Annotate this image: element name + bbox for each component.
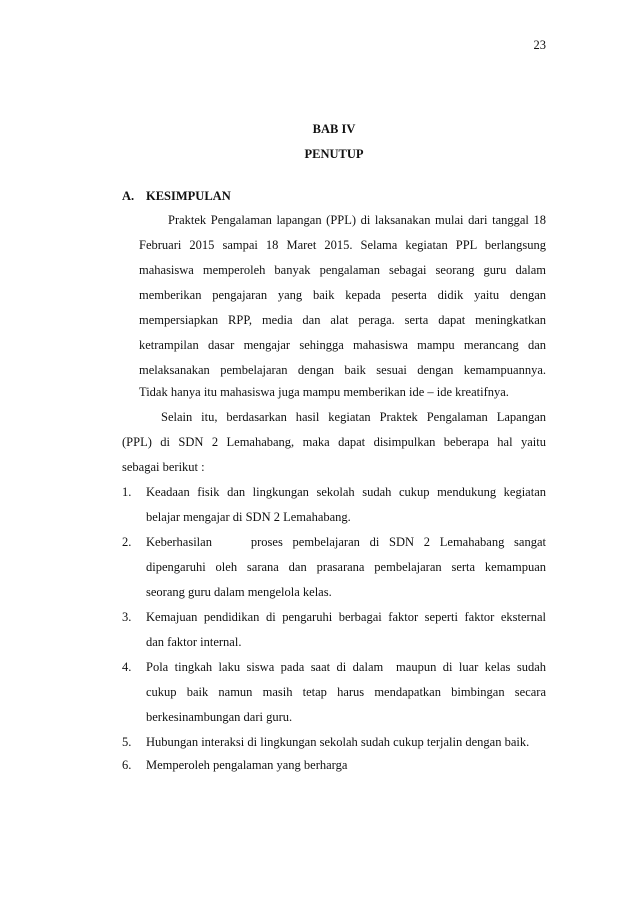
list-number: 2. bbox=[122, 535, 132, 549]
paragraph-line: mempersiapkan RPP, media dan alat peraga. serta dapat meningkatkan bbox=[139, 313, 546, 327]
section-heading bbox=[122, 189, 231, 204]
list-item-line: Memperoleh pengalaman yang berharga bbox=[146, 758, 348, 772]
paragraph-line: Praktek Pengalaman lapangan (PPL) di laksanakan mulai dari tanggal 18 bbox=[168, 213, 546, 227]
list-item-line: Pola tingkah laku siswa pada saat di dalam maupun di luar kelas sudah bbox=[146, 660, 546, 674]
list-item-line: dipengaruhi oleh sarana dan prasarana pembelajaran serta kemampuan bbox=[146, 560, 546, 574]
list-item-line: cukup baik namun masih tetap harus mendapatkan bimbingan secara bbox=[146, 685, 546, 699]
list-number: 5. bbox=[122, 735, 132, 749]
paragraph-line: memberikan pengajaran yang baik kepada peserta didik yaitu dengan bbox=[139, 288, 546, 302]
list-item-line: belajar mengajar di SDN 2 Lemahabang. bbox=[146, 510, 351, 524]
list-item-line: Kemajuan pendidikan di pengaruhi berbagai faktor seperti faktor eksternal bbox=[146, 610, 546, 624]
section-title: KESIMPULAN bbox=[146, 189, 231, 203]
paragraph-line: Selain itu, berdasarkan hasil kegiatan Praktek Pengalaman Lapangan bbox=[161, 410, 546, 424]
paragraph-line: sebagai berikut : bbox=[122, 460, 205, 474]
list-item-line: berkesinambungan dari guru. bbox=[146, 710, 293, 724]
paragraph-line: Februari 2015 sampai 18 Maret 2015. Selama kegiatan PPL berlangsung bbox=[139, 238, 546, 252]
list-number: 6. bbox=[122, 758, 132, 772]
list-item-line: seorang guru dalam mengelola kelas. bbox=[146, 585, 332, 599]
list-item-line: Keadaan fisik dan lingkungan sekolah sudah cukup mendukung kegiatan bbox=[146, 485, 546, 499]
chapter-title: PENUTUP bbox=[304, 147, 364, 161]
page-number: 23 bbox=[533, 38, 546, 52]
paragraph-line: Tidak hanya itu mahasiswa juga mampu memberikan ide – ide kreatifnya. bbox=[139, 385, 509, 399]
paragraph-line: ketrampilan dasar mengajar sehingga mahasiswa mampu merancang dan bbox=[139, 338, 546, 352]
paragraph-line: melaksanakan pembelajaran dengan baik sesuai dengan kemampuannya. bbox=[139, 363, 546, 377]
list-item-line: dan faktor internal. bbox=[146, 635, 242, 649]
list-item-line: Keberhasilan proses pembelajaran di SDN 2 Lemahabang sangat bbox=[146, 535, 546, 549]
list-item-line: Hubungan interaksi di lingkungan sekolah sudah cukup terjalin dengan baik. bbox=[146, 735, 530, 749]
list-number: 3. bbox=[122, 610, 132, 624]
section-letter: A. bbox=[122, 189, 135, 203]
chapter-number: BAB IV bbox=[312, 122, 356, 136]
paragraph-line: (PPL) di SDN 2 Lemahabang, maka dapat disimpulkan beberapa hal yaitu bbox=[122, 435, 546, 449]
list-number: 1. bbox=[122, 485, 132, 499]
paragraph-line: mahasiswa memperoleh banyak pengalaman sebagai seorang guru dalam bbox=[139, 263, 546, 277]
list-number: 4. bbox=[122, 660, 132, 674]
